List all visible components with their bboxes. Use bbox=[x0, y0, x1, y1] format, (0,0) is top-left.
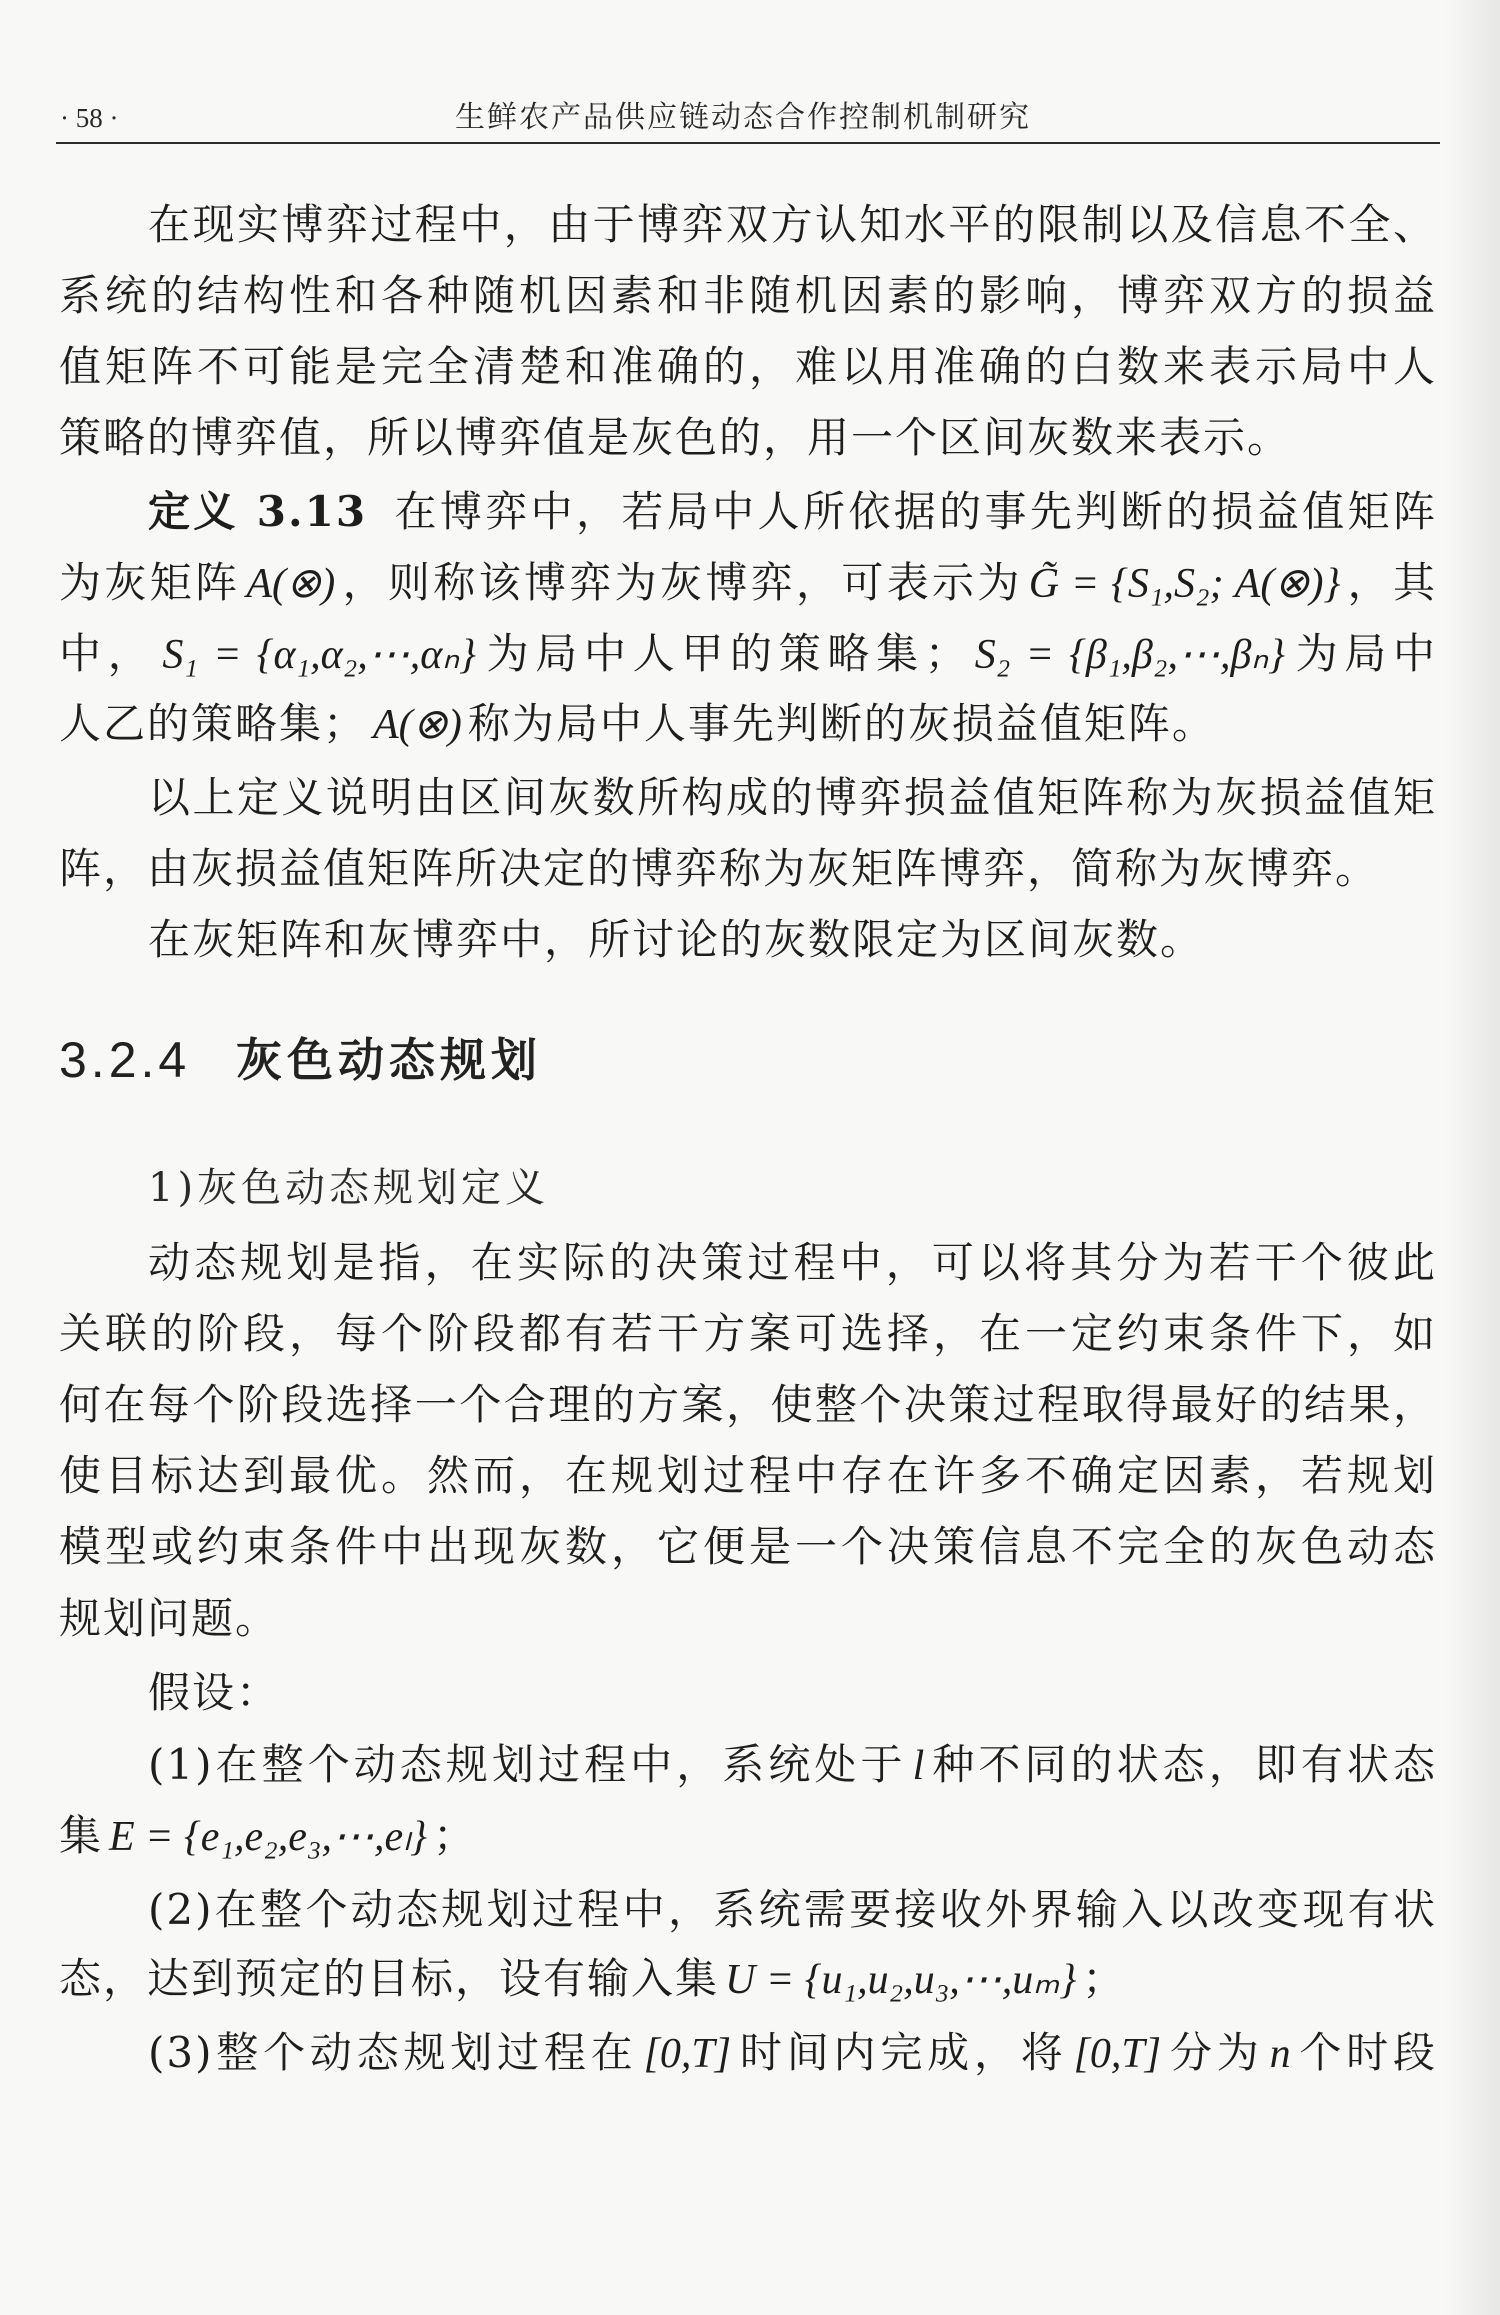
definition-line-2-text-b: ，则称该博弈为灰博弈，可表示为 bbox=[341, 558, 1023, 607]
definition-line-4-text-b: 称为局中人事先判断的灰损益值矩阵。 bbox=[467, 699, 1216, 748]
math-strategy-set-s1: S₁ = {α₁,α₂,⋯,αₙ} bbox=[162, 632, 476, 678]
dp-paragraph-line-3: 何在每个阶段选择一个合理的方案，使整个决策过程取得最好的结果， bbox=[59, 1380, 1437, 1429]
math-grey-matrix-ref: A(⊗) bbox=[373, 702, 462, 748]
definition-line-2-text-c: ，其 bbox=[1346, 558, 1437, 607]
math-state-set: E = {e₁,e₂,e₃,⋯,eₗ} bbox=[109, 1814, 427, 1860]
assumption-2-line-2 bbox=[59, 1943, 1437, 2014]
assumption-2-text-b: ； bbox=[1082, 1954, 1127, 2003]
page-edge-shadow bbox=[1444, 0, 1500, 2315]
assumption-3-line-1 bbox=[148, 2017, 1437, 2088]
explanation-paragraph-line-1: 以上定义说明由区间灰数所构成的博弈损益值矩阵称为灰损益值矩 bbox=[148, 773, 1437, 822]
definition-label: 定义 3.13 bbox=[148, 487, 368, 536]
definition-line-4 bbox=[59, 688, 1437, 759]
dp-paragraph-line-6: 规划问题。 bbox=[59, 1594, 280, 1643]
definition-line-2 bbox=[59, 547, 1437, 618]
dp-paragraph-line-1: 动态规划是指，在实际的决策过程中，可以将其分为若干个彼此 bbox=[148, 1238, 1437, 1287]
dp-paragraph-line-2: 关联的阶段，每个阶段都有若干方案可选择，在一定约束条件下，如 bbox=[59, 1309, 1437, 1358]
page-number: · 58 · bbox=[60, 103, 119, 133]
intro-paragraph-line-3: 值矩阵不可能是完全清楚和准确的，难以用准确的白数来表示局中人 bbox=[59, 342, 1437, 391]
assumption-2-text-a: 态，达到预定的目标，设有输入集 bbox=[59, 1954, 720, 2003]
assumption-3-text-c: 分为 bbox=[1167, 2028, 1264, 2077]
intro-paragraph-line-1: 在现实博弈过程中，由于博弈双方认知水平的限制以及信息不全、 bbox=[148, 200, 1437, 249]
definition-line-3-text-a: 中， bbox=[59, 629, 157, 678]
math-time-interval-ref: [0,T] bbox=[1073, 2031, 1162, 2077]
header-rule bbox=[56, 142, 1440, 144]
definition-line-4-text-a: 人乙的策略集； bbox=[59, 699, 368, 748]
definition-line-2-text-a: 为灰矩阵 bbox=[59, 558, 241, 607]
math-strategy-set-s2: S₂ = {β₁,β₂,⋯,βₙ} bbox=[974, 632, 1285, 678]
dp-paragraph-line-5: 模型或约束条件中出现灰数，它便是一个决策信息不完全的灰色动态 bbox=[59, 1522, 1437, 1571]
math-grey-game-tuple: G̃ = {S₁,S₂; A(⊗)} bbox=[1028, 561, 1341, 607]
math-time-interval: [0,T] bbox=[643, 2031, 732, 2077]
assumption-3-text-a: (3)整个动态规划过程在 bbox=[148, 2028, 638, 2077]
scope-paragraph-line-1: 在灰矩阵和灰博弈中，所讨论的灰数限定为区间灰数。 bbox=[148, 915, 1205, 964]
assumption-1-text-b: 种不同的状态，即有状态 bbox=[930, 1740, 1437, 1789]
assumption-1-line-2 bbox=[59, 1800, 1437, 1871]
explanation-paragraph-line-2: 阵，由灰损益值矩阵所决定的博弈称为灰矩阵博弈，简称为灰博弈。 bbox=[59, 844, 1380, 893]
intro-paragraph-line-4: 策略的博弈值，所以博弈值是灰色的，用一个区间灰数来表示。 bbox=[59, 413, 1292, 462]
assumption-1-text-d: ； bbox=[432, 1811, 477, 1860]
math-period-count: n bbox=[1269, 2031, 1291, 2077]
math-grey-matrix: A(⊗) bbox=[246, 561, 336, 607]
definition-line-3 bbox=[59, 618, 1437, 689]
assumption-1-line-1 bbox=[148, 1729, 1437, 1800]
definition-line-1 bbox=[148, 476, 1437, 547]
assumption-3-text-d: 个时段 bbox=[1296, 2028, 1437, 2077]
running-title: 生鲜农产品供应链动态合作控制机制研究 bbox=[455, 100, 1031, 135]
assumptions-intro: 假设： bbox=[148, 1668, 281, 1717]
definition-line-3-text-c: 为局中 bbox=[1290, 629, 1437, 678]
assumption-1-text-a: (1)在整个动态规划过程中，系统处于 bbox=[148, 1740, 907, 1789]
math-input-set: U = {u₁,u₂,u₃,⋯,uₘ} bbox=[725, 1957, 1077, 2003]
subsection-label: 1)灰色动态规划定义 bbox=[148, 1165, 550, 1211]
dp-paragraph-line-4: 使目标达到最优。然而，在规划过程中存在许多不确定因素，若规划 bbox=[59, 1451, 1437, 1500]
assumption-2-line-1: (2)在整个动态规划过程中，系统需要接收外界输入以改变现有状 bbox=[148, 1885, 1437, 1934]
definition-line-1-text: 在博弈中，若局中人所依据的事先判断的损益值矩阵 bbox=[393, 487, 1437, 536]
section-number: 3.2.4 bbox=[59, 1032, 191, 1088]
assumption-3-text-b: 时间内完成，将 bbox=[737, 2028, 1068, 2077]
intro-paragraph-line-2: 系统的结构性和各种随机因素和非随机因素的影响，博弈双方的损益 bbox=[59, 271, 1437, 320]
math-state-count: l bbox=[912, 1743, 925, 1789]
section-title: 灰色动态规划 bbox=[236, 1033, 542, 1087]
assumption-1-text-c: 集 bbox=[59, 1811, 104, 1860]
definition-line-3-text-b: 为局中人甲的策略集； bbox=[481, 629, 969, 678]
